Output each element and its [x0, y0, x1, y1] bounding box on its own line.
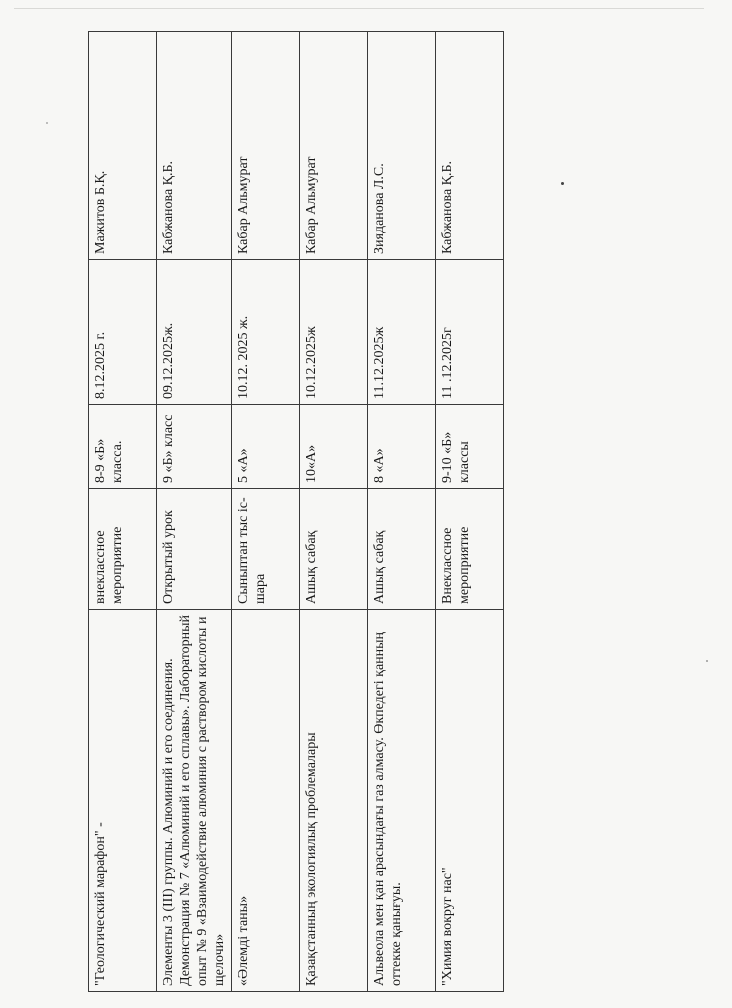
event-title-cell: "Геологический марафон" -	[89, 610, 157, 992]
class-cell: 9 «Б» класс	[157, 405, 232, 489]
scan-speck	[46, 122, 48, 124]
class-cell: 8-9 «Б» класса.	[89, 405, 157, 489]
date-cell: 10.12.2025ж	[300, 260, 368, 405]
date-cell: 8.12.2025 г.	[89, 260, 157, 405]
events-schedule-table	[88, 31, 504, 992]
event-type-cell: Открытый урок	[157, 489, 232, 610]
teacher-cell: Кабжанова Қ.Б.	[436, 32, 504, 260]
event-type-cell: Ашық сабақ	[300, 489, 368, 610]
date-cell: 09.12.2025ж.	[157, 260, 232, 405]
teacher-cell: Кабжанова Қ.Б.	[157, 32, 232, 260]
class-cell: 8 «А»	[368, 405, 436, 489]
table-row	[368, 32, 436, 992]
scan-speck	[561, 182, 564, 185]
teacher-cell: Мажитов Б.Қ.	[89, 32, 157, 260]
teacher-cell: Кабар Альмурат	[300, 32, 368, 260]
table-row	[436, 32, 504, 992]
event-title-cell: "Химия вокруг нас"	[436, 610, 504, 992]
date-cell: 10.12. 2025 ж.	[232, 260, 300, 405]
teacher-cell: Кабар Альмурат	[232, 32, 300, 260]
event-title-cell: «Әлемді таны»	[232, 610, 300, 992]
table-row	[300, 32, 368, 992]
teacher-cell: Зияданова Л.С.	[368, 32, 436, 260]
page-top-edge	[14, 8, 704, 9]
event-type-cell: Ашық сабақ	[368, 489, 436, 610]
date-cell: 11.12.2025ж	[368, 260, 436, 405]
event-type-cell: Сыныптан тыс іс- шара	[232, 489, 300, 610]
scan-speck	[706, 660, 708, 662]
class-cell: 10«А»	[300, 405, 368, 489]
date-cell: 11 .12.2025г	[436, 260, 504, 405]
table-row	[89, 32, 157, 992]
class-cell: 5 «А»	[232, 405, 300, 489]
event-type-cell: внеклассное мероприятие	[89, 489, 157, 610]
rotated-table-wrapper	[88, 32, 500, 992]
event-title-cell: Альвеола мен қан арасындағы газ алмасу. Өкпедегі қанның оттекке қанығуы.	[368, 610, 436, 992]
event-title-cell: Қазақстанның экологиялық проблемалары	[300, 610, 368, 992]
table-row	[232, 32, 300, 992]
class-cell: 9-10 «Б» классы	[436, 405, 504, 489]
event-type-cell: Внеклассное мероприятие	[436, 489, 504, 610]
event-title-cell: Элементы 3 (III) группы. Алюминий и его соединения. Демонстрация № 7 «Алюминий и его сплавы». Лабораторный опыт № 9 «Взаимодействие алюминия с раствором кислоты и щелочи»	[157, 610, 232, 992]
table-row	[157, 32, 232, 992]
